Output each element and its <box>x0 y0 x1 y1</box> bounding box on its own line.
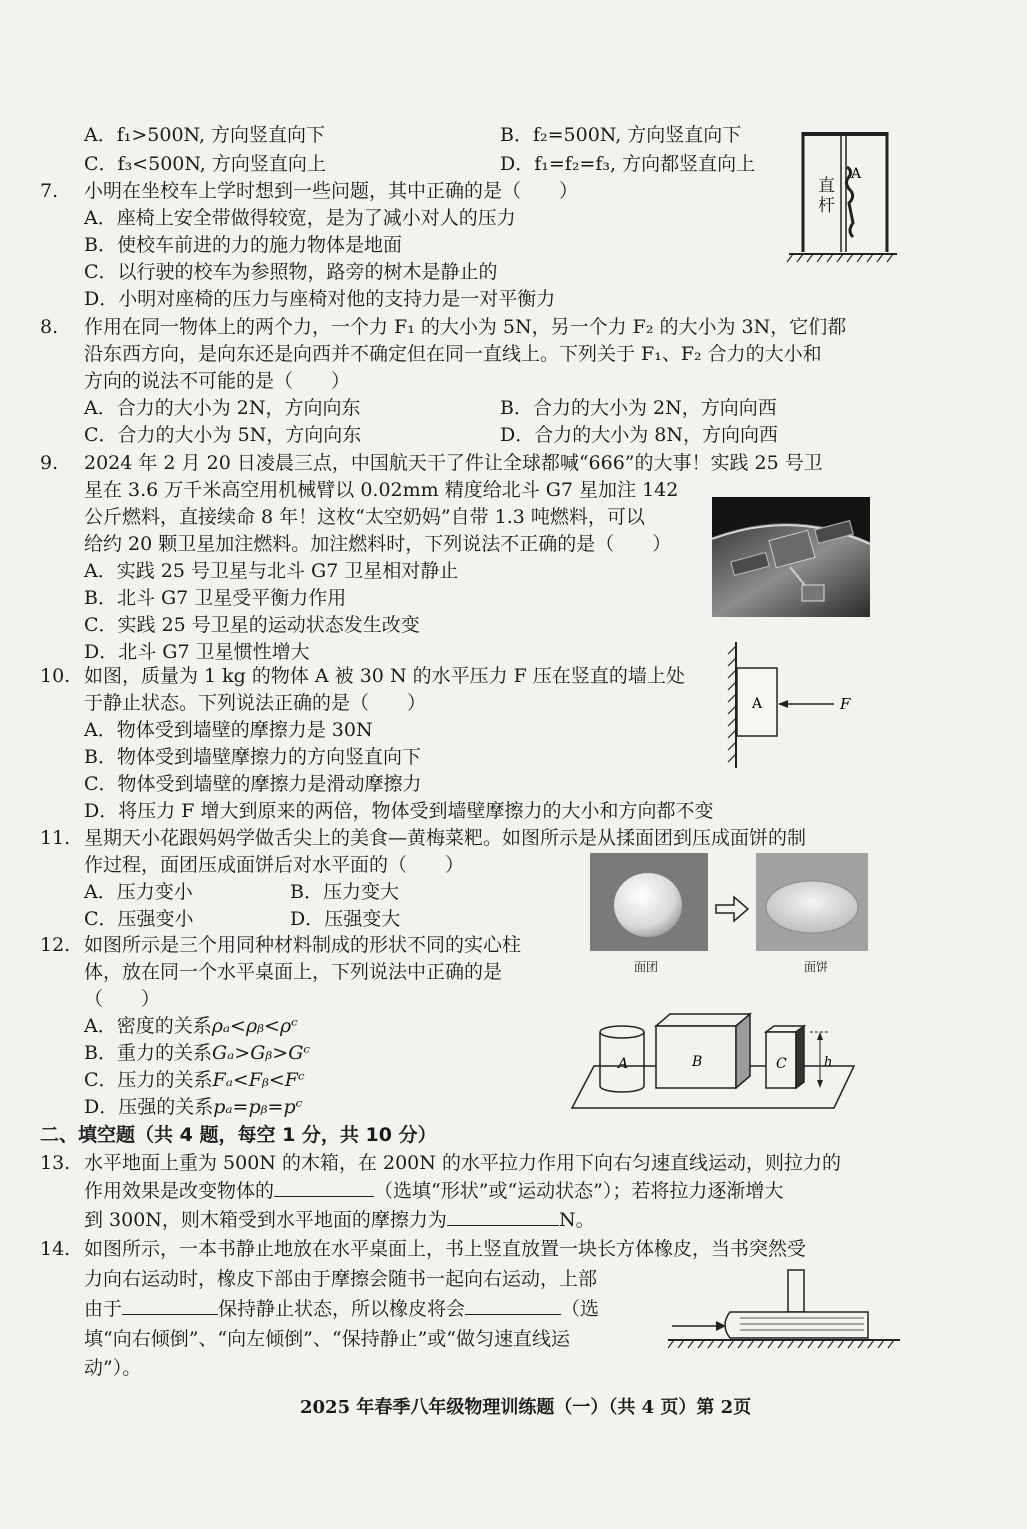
satellite-photo <box>712 497 870 617</box>
page-footer: 2025 年春季八年级物理训练题（一）（共 4 页）第 2页 <box>300 1397 752 1418</box>
q14-line3-c: （选 <box>561 1298 600 1320</box>
q7-number: 7. <box>40 180 59 202</box>
q12-option-c-text: C．压力的关系 <box>84 1069 213 1091</box>
q14-number: 14. <box>40 1238 71 1260</box>
q6-option-b: B．f₂=500N, 方向竖直向下 <box>500 124 742 146</box>
solid-label-c: C <box>776 1056 787 1072</box>
q8-line3: 方向的说法不可能的是（ ） <box>84 370 351 392</box>
q7-option-c: C．以行驶的校车为参照物，路旁的树木是静止的 <box>84 261 498 283</box>
solids-figure <box>570 1010 860 1110</box>
q10-option-a: A．物体受到墙壁的摩擦力是 30N <box>84 719 373 741</box>
q13-line2-a: 作用效果是改变物体的 <box>84 1180 275 1202</box>
q10-option-d: D．将压力 F 增大到原来的两倍，物体受到墙壁摩擦力的大小和方向都不变 <box>84 800 714 822</box>
pancake-caption: 面饼 <box>804 960 829 974</box>
q8-option-a: A．合力的大小为 2N，方向向东 <box>84 397 361 419</box>
q11-option-a: A．压力变小 <box>84 881 193 903</box>
q7-option-a: A．座椅上安全带做得较宽，是为了减小对人的压力 <box>84 207 516 229</box>
q9-line2: 星在 3.6 万千米高空用机械臂以 0.02mm 精度给北斗 G7 星加注 142 <box>84 479 679 501</box>
q9-line1: 2024 年 2 月 20 日凌晨三点，中国航天干了件让全球都喊“666”的大事！实践 25 号卫 <box>84 452 823 474</box>
q13-line3-b: N。 <box>558 1209 595 1231</box>
q9-option-b: B．北斗 G7 卫星受平衡力作用 <box>84 587 347 609</box>
q12-option-c <box>84 1067 305 1093</box>
q14-line3-a: 由于 <box>84 1298 123 1320</box>
q9-option-c: C．实践 25 号卫星的运动状态发生改变 <box>84 614 420 636</box>
q12-option-b <box>84 1040 310 1066</box>
q10-line1: 如图，质量为 1 kg 的物体 A 被 30 N 的水平压力 F 压在竖直的墙上处 <box>84 665 685 687</box>
pole-figure <box>785 122 900 270</box>
dough-photos <box>590 853 870 953</box>
q11-option-d: D．压强变大 <box>290 908 401 930</box>
q9-line3: 公斤燃料，直接续命 8 年！这枚“太空奶妈”自带 1.3 吨燃料，可以 <box>84 506 645 528</box>
pole-label-rod: 直杆 <box>818 176 835 216</box>
q11-number: 11. <box>40 827 71 849</box>
q13-line3-a: 到 300N，则木箱受到水平地面的摩擦力为 <box>84 1209 447 1231</box>
q9-line4: 给约 20 颗卫星加注燃料。加注燃料时，下列说法不正确的是（ ） <box>84 533 672 555</box>
q8-number: 8. <box>40 316 59 338</box>
q7-option-d: D．小明对座椅的压力与座椅对他的支持力是一对平衡力 <box>84 288 556 310</box>
q12-option-b-expr: Gₐ>Gᵦ>Gᶜ <box>211 1042 311 1064</box>
q14-blank-2[interactable] <box>465 1296 561 1315</box>
q11-line2: 作过程，面团压成面饼后对水平面的（ ） <box>84 854 465 876</box>
q11-line1: 星期天小花跟妈妈学做舌尖上的美食—黄梅菜粑。如图所示是从揉面团到压成面饼的制 <box>84 827 807 849</box>
q13-number: 13. <box>40 1152 71 1174</box>
q8-line1: 作用在同一物体上的两个力，一个力 F₁ 的大小为 5N，另一个力 F₂ 的大小为 3N，它们都 <box>84 316 847 338</box>
q14-line5: 动”）。 <box>84 1357 142 1379</box>
q12-option-a-text: A．密度的关系 <box>84 1015 212 1037</box>
q8-option-b: B．合力的大小为 2N，方向向西 <box>500 397 777 419</box>
q6-option-d: D．f₁=f₂=f₃, 方向都竖直向上 <box>500 153 756 175</box>
q11-option-b: B．压力变大 <box>290 881 399 903</box>
q7-stem: 小明在坐校车上学时想到一些问题，其中正确的是（ ） <box>84 180 579 202</box>
q14-line3 <box>84 1296 599 1322</box>
q9-option-d: D．北斗 G7 卫星惯性增大 <box>84 641 310 663</box>
solid-label-a: A <box>618 1056 629 1072</box>
dough-caption: 面团 <box>634 960 659 974</box>
q11-option-c: C．压强变小 <box>84 908 194 930</box>
q9-number: 9. <box>40 452 59 474</box>
pole-label-a: A <box>851 166 862 182</box>
q12-number: 12. <box>40 934 71 956</box>
q14-line2: 力向右运动时，橡皮下部由于摩擦会随书一起向右运动，上部 <box>84 1268 598 1290</box>
q12-line3: （ ） <box>84 988 161 1010</box>
q12-option-c-expr: Fₐ<Fᵦ<Fᶜ <box>212 1069 305 1091</box>
q12-line1: 如图所示是三个用同种材料制成的形状不同的实心柱 <box>84 934 522 956</box>
wall-label-a: A <box>752 696 763 712</box>
q6-option-a: A．f₁>500N, 方向竖直向下 <box>84 124 326 146</box>
q13-line2-b: （选填“形状”或“运动状态”）；若将拉力逐渐增大 <box>374 1180 784 1202</box>
q13-blank-1[interactable] <box>274 1178 374 1197</box>
q6-option-c: C．f₃<500N, 方向竖直向上 <box>84 153 326 175</box>
q13-line3 <box>84 1207 595 1233</box>
q8-line2: 沿东西方向，是向东还是向西并不确定但在同一直线上。下列关于 F₁、F₂ 合力的大小和 <box>84 343 822 365</box>
q14-blank-1[interactable] <box>122 1296 218 1315</box>
q14-line3-b: 保持静止状态，所以橡皮将会 <box>218 1298 466 1320</box>
q13-line2 <box>84 1178 783 1204</box>
q10-number: 10. <box>40 665 71 687</box>
wall-label-f: F <box>840 695 851 713</box>
q8-option-c: C．合力的大小为 5N，方向向东 <box>84 424 362 446</box>
q10-line2: 于静止状态。下列说法正确的是（ ） <box>84 692 427 714</box>
q14-line4: 填“向右倾倒”、“向左倾倒”、“保持静止”或“做匀速直线运 <box>84 1328 570 1350</box>
q9-option-a: A．实践 25 号卫星与北斗 G7 卫星相对静止 <box>84 560 459 582</box>
q10-option-c: C．物体受到墙壁的摩擦力是滑动摩擦力 <box>84 773 422 795</box>
q12-line2: 体，放在同一个水平桌面上，下列说法中正确的是 <box>84 961 503 983</box>
q12-option-d-expr: pₐ=pᵦ=pᶜ <box>213 1096 303 1118</box>
q12-option-d-text: D．压强的关系 <box>84 1096 214 1118</box>
solid-label-b: B <box>692 1054 703 1070</box>
q12-option-a <box>84 1013 298 1039</box>
wall-block-figure <box>722 640 862 770</box>
solid-label-h: h <box>824 1055 833 1070</box>
q14-line1: 如图所示，一本书静止地放在水平桌面上，书上竖直放置一块长方体橡皮，当书突然受 <box>84 1238 807 1260</box>
book-eraser-figure <box>668 1266 904 1354</box>
q13-line1: 水平地面上重为 500N 的木箱，在 200N 的水平拉力作用下向右匀速直线运动，则拉力的 <box>84 1152 841 1174</box>
section-2-heading: 二、填空题（共 4 题，每空 1 分，共 10 分） <box>40 1124 437 1146</box>
q13-blank-2[interactable] <box>447 1207 559 1226</box>
q12-option-d <box>84 1094 302 1120</box>
q7-option-b: B．使校车前进的力的施力物体是地面 <box>84 234 402 256</box>
q10-option-b: B．物体受到墙壁摩擦力的方向竖直向下 <box>84 746 421 768</box>
q12-option-a-expr: ρₐ<ρᵦ<ρᶜ <box>211 1015 298 1037</box>
q8-option-d: D．合力的大小为 8N，方向向西 <box>500 424 778 446</box>
q12-option-b-text: B．重力的关系 <box>84 1042 212 1064</box>
